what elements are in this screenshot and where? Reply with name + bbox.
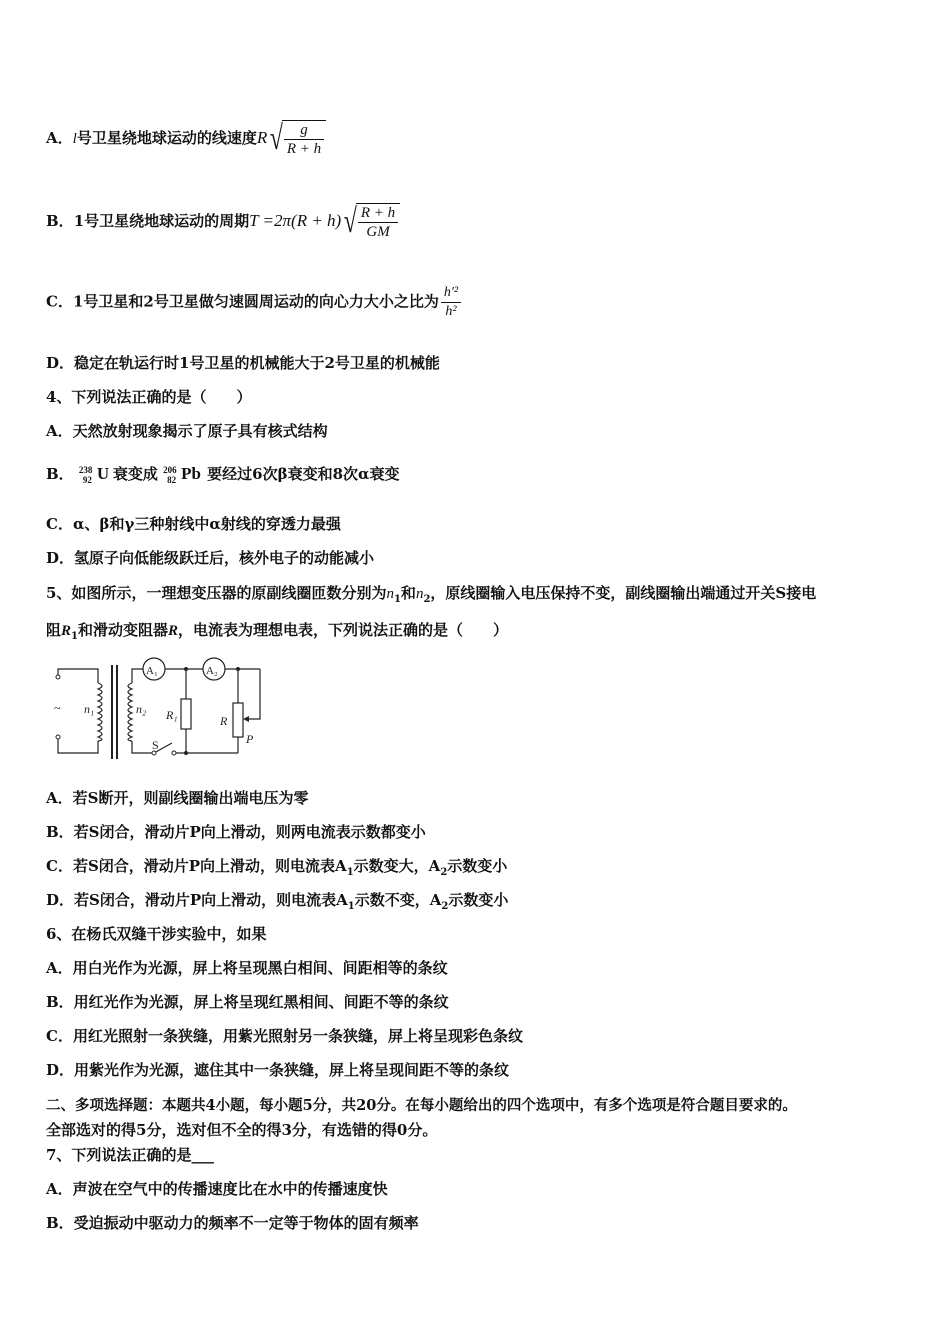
uranium-nuclide bbox=[79, 460, 113, 490]
terminal bbox=[56, 735, 60, 739]
p-label: P bbox=[246, 732, 254, 746]
var-r: R bbox=[168, 623, 179, 639]
r1-label: R₁ bbox=[166, 708, 178, 722]
ac-source-label: ~ bbox=[54, 701, 61, 715]
q7-option-b: B．受迫振动中驱动力的频率不一定等于物体的固有频率 bbox=[46, 1214, 419, 1232]
q5-option-a: A．若S断开，则副线圈输出端电压为零 bbox=[46, 789, 309, 807]
subscript: 2 bbox=[423, 594, 431, 605]
option-label: D． bbox=[46, 354, 75, 372]
q4-option-a: A．天然放射现象揭示了原子具有核式结构 bbox=[46, 422, 328, 440]
q5-option-b: B．若S闭合，滑动片P向上滑动，则两电流表示数都变小 bbox=[46, 823, 426, 841]
formula-lhs: T =2π(R + h) bbox=[249, 211, 342, 230]
var-n: n bbox=[386, 586, 394, 602]
subscript: 1 bbox=[347, 901, 355, 912]
q6-option-a: A．用白光作为光源，屏上将呈现黑白相间、间距相等的条纹 bbox=[46, 959, 448, 977]
secondary-bottom-wire bbox=[132, 741, 154, 753]
secondary-coil bbox=[128, 683, 132, 741]
formula-sqrt: √ $\frac{g}{R + h}$ bbox=[267, 120, 326, 158]
primary-top-wire bbox=[58, 669, 98, 683]
q6-stem: 6、在杨氏双缝干涉实验中，如果 bbox=[46, 925, 267, 943]
atomic-number: 92 bbox=[82, 475, 92, 485]
formula-denominator: R + h bbox=[286, 141, 322, 157]
stem-text: 和滑动变阻器 bbox=[78, 621, 169, 639]
stem-text: 阻 bbox=[46, 621, 62, 639]
slider-wire bbox=[245, 669, 260, 719]
stem-text: 和 bbox=[400, 584, 416, 602]
formula-numerator: h′² bbox=[441, 284, 461, 303]
q4-option-b bbox=[46, 460, 400, 490]
q3-option-b bbox=[46, 203, 400, 241]
q3-option-d bbox=[46, 353, 440, 373]
n2-label: n₂ bbox=[136, 702, 147, 716]
q6-option-c: C．用红光照射一条狭缝，用紫光照射另一条狭缝，屏上将呈现彩色条纹 bbox=[46, 1027, 523, 1045]
option-label: B． bbox=[46, 212, 74, 230]
resistor-r1 bbox=[181, 699, 191, 729]
option-text: 稳定在轨运行时1号卫星的机械能大于2号卫星的机械能 bbox=[74, 354, 440, 372]
atomic-number: 82 bbox=[167, 475, 177, 485]
q7-stem: 7、下列说法正确的是___ bbox=[46, 1146, 214, 1164]
subscript: 2 bbox=[440, 867, 448, 878]
mass-number: 238 bbox=[78, 465, 93, 475]
satellite-number: l bbox=[72, 131, 77, 147]
q4-option-d: D．氢原子向低能级跃迁后，核外电子的动能减小 bbox=[46, 549, 375, 567]
option-text: 示数变小 bbox=[447, 857, 508, 875]
subscript: 1 bbox=[393, 594, 401, 605]
option-text: 示数不变，A bbox=[354, 891, 442, 909]
junction bbox=[236, 667, 240, 671]
option-text: 要经过6次β衰变和8次α衰变 bbox=[207, 465, 400, 483]
q3-option-a bbox=[46, 120, 326, 158]
q7-option-a: A．声波在空气中的传播速度比在水中的传播速度快 bbox=[46, 1180, 388, 1198]
s-label: S bbox=[152, 738, 159, 752]
q6-option-b: B．用红光作为光源，屏上将呈现红黑相间、间距不等的条纹 bbox=[46, 993, 449, 1011]
switch-contact bbox=[172, 751, 176, 755]
stem-text: 5、如图所示，一理想变压器的原副线圈匝数分别为 bbox=[46, 584, 387, 602]
option-text: C．若S闭合，滑动片P向上滑动，则电流表A bbox=[46, 857, 347, 875]
lead-nuclide bbox=[163, 460, 207, 490]
q4-option-c: C．α、β和γ三种射线中α射线的穿透力最强 bbox=[46, 515, 341, 533]
transformer-circuit-diagram bbox=[46, 655, 276, 767]
q5-option-c bbox=[46, 856, 507, 883]
subscript: 1 bbox=[346, 867, 354, 878]
primary-bottom-wire bbox=[58, 739, 98, 753]
q4-stem: 4、下列说法正确的是（ ） bbox=[46, 388, 252, 406]
option-text: 衰变成 bbox=[112, 465, 158, 483]
mass-number: 206 bbox=[163, 465, 177, 475]
option-text: 1号卫星绕地球运动的周期 bbox=[73, 212, 250, 230]
q5-option-d bbox=[46, 890, 508, 917]
subscript: 2 bbox=[441, 901, 449, 912]
junction bbox=[184, 667, 188, 671]
rheostat-r bbox=[233, 703, 243, 737]
q5-stem-line1 bbox=[46, 583, 816, 610]
formula-coef: R bbox=[256, 128, 268, 147]
var-r1: R bbox=[61, 623, 72, 639]
var-n: n bbox=[415, 586, 424, 602]
stem-text: ，电流表为理想电表，下列说法正确的是（ ） bbox=[178, 621, 509, 639]
q6-option-d: D．用紫光作为光源，遮住其中一条狭缝，屏上将呈现间距不等的条纹 bbox=[46, 1061, 510, 1079]
section2-instructions-line2: 全部选对的得5分，选对但不全的得3分，有选错的得0分。 bbox=[46, 1121, 438, 1139]
junction bbox=[184, 751, 188, 755]
a2-label: A₂ bbox=[206, 665, 218, 677]
section2-instructions-line1: 二、多项选择题：本题共4小题，每小题5分，共20分。在每小题给出的四个选项中，有多个选项是符合题目要求的。 bbox=[46, 1097, 797, 1114]
option-text: 示数变小 bbox=[448, 891, 509, 909]
option-text: 号卫星绕地球运动的线速度 bbox=[76, 129, 257, 147]
option-label: C． bbox=[46, 292, 73, 311]
r-label: R bbox=[220, 714, 228, 728]
element-symbol: U bbox=[96, 464, 110, 483]
option-text: D．若S闭合，滑动片P向上滑动，则电流表A bbox=[46, 891, 348, 909]
n1-label: n₁ bbox=[84, 702, 95, 716]
stem-text: ，原线圈输入电压保持不变，副线圈输出端通过开关S接电 bbox=[430, 584, 817, 602]
option-label: B． bbox=[46, 465, 74, 483]
formula-numerator: g bbox=[284, 121, 324, 140]
secondary-top-wire bbox=[132, 669, 143, 683]
primary-coil bbox=[98, 683, 102, 741]
option-text: 1号卫星和2号卫星做匀速圆周运动的向心力大小之比为 bbox=[72, 292, 439, 311]
formula-fraction bbox=[441, 284, 461, 321]
element-symbol: Pb bbox=[181, 464, 202, 483]
q3-option-c bbox=[46, 284, 463, 321]
terminal bbox=[56, 675, 60, 679]
q5-stem-line2 bbox=[46, 620, 508, 647]
a1-label: A₁ bbox=[146, 665, 158, 677]
formula-numerator: R + h bbox=[358, 204, 398, 223]
formula-sqrt: √ $\frac{R + h}{GM}$ bbox=[341, 203, 400, 241]
option-text: 示数变大，A bbox=[353, 857, 441, 875]
formula-denominator: h² bbox=[445, 304, 457, 319]
slider-arrow bbox=[243, 716, 249, 722]
subscript: 1 bbox=[71, 631, 78, 642]
formula-denominator: GM bbox=[366, 224, 390, 240]
option-label: A． bbox=[46, 129, 73, 147]
